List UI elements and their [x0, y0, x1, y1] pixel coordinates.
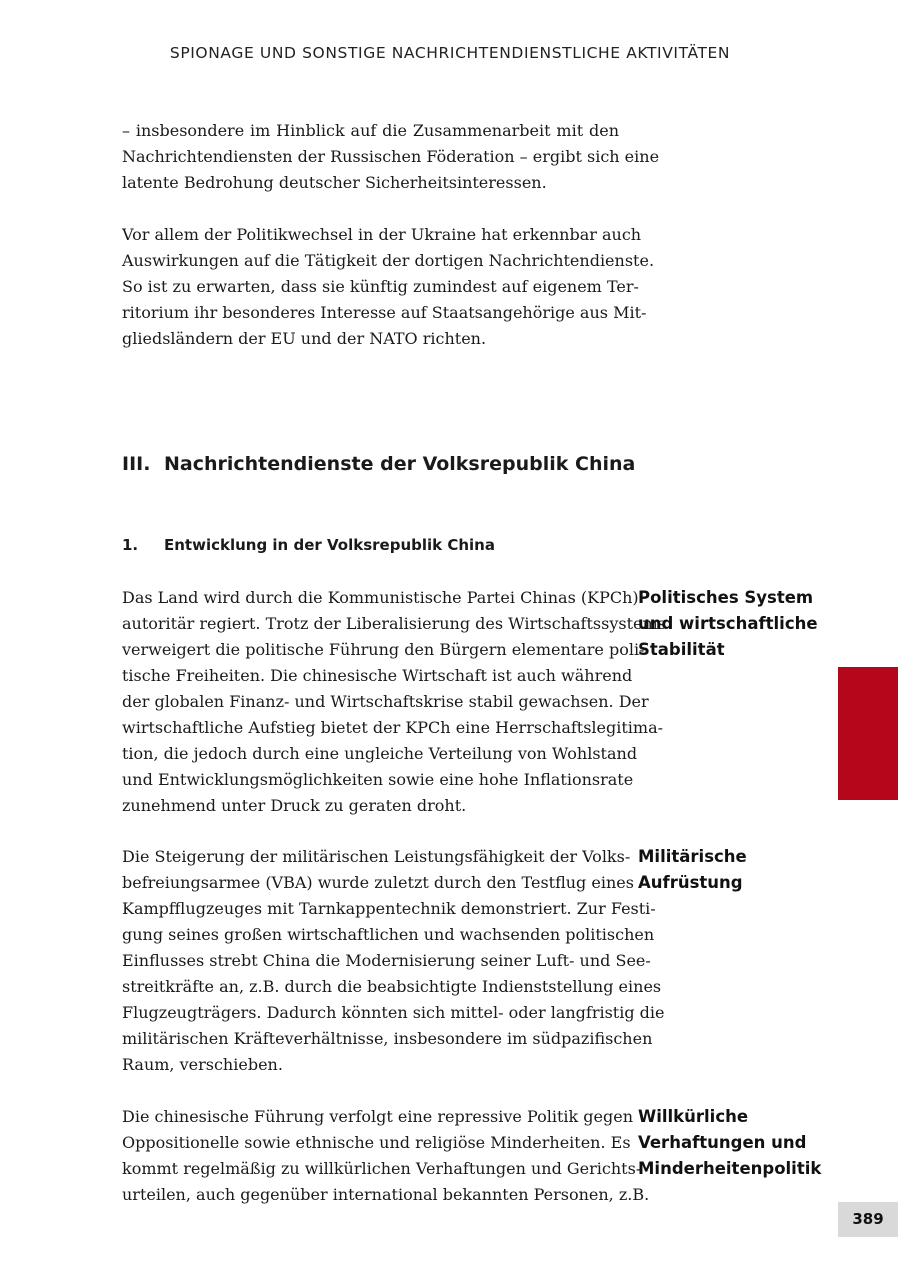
- text-line: gliedsländern der EU und der NATO richten.: [122, 329, 487, 348]
- text-line: latente Bedrohung deutscher Sicherheitsinteressen.: [122, 173, 547, 192]
- text-line: militärischen Kräfteverhältnisse, insbesondere im südpazifischen: [122, 1029, 653, 1048]
- text-line: Die Steigerung der militärischen Leistungsfähigkeit der Volks-: [122, 847, 631, 866]
- margin-note: [638, 844, 747, 896]
- text-line: Kampfflugzeuges mit Tarnkappentechnik demonstriert. Zur Festi-: [122, 899, 656, 918]
- text-line: zunehmend unter Druck zu geraten droht.: [122, 796, 467, 815]
- text-line: Nachrichtendiensten der Russischen Föderation – ergibt sich eine: [122, 147, 660, 166]
- margin-note-line: Militärische: [638, 847, 747, 866]
- paragraph: [122, 844, 665, 1078]
- margin-note-line: Willkürliche: [638, 1107, 749, 1126]
- text-line: tion, die jedoch durch eine ungleiche Verteilung von Wohlstand: [122, 744, 638, 763]
- section-heading: [122, 453, 635, 475]
- margin-note: [638, 1104, 821, 1182]
- text-line: der globalen Finanz- und Wirtschaftskrise stabil gewachsen. Der: [122, 692, 649, 711]
- text-line: Die chinesische Führung verfolgt eine repressive Politik gegen: [122, 1107, 633, 1126]
- margin-note-line: Verhaftungen und: [638, 1133, 807, 1152]
- text-line: So ist zu erwarten, dass sie künftig zumindest auf eigenem Ter-: [122, 277, 639, 296]
- text-line: gung seines großen wirtschaftlichen und wachsenden politischen: [122, 925, 655, 944]
- text-line: verweigert die politische Führung den Bürgern elementare poli-: [122, 640, 645, 659]
- margin-note-line: Minderheitenpolitik: [638, 1159, 822, 1178]
- text-line: wirtschaftliche Aufstieg bietet der KPCh eine Herrschaftslegitima-: [122, 718, 664, 737]
- text-line: autoritär regiert. Trotz der Liberalisierung des Wirtschaftssystems: [122, 614, 666, 633]
- margin-note: [638, 585, 818, 663]
- text-line: Oppositionelle sowie ethnische und religiöse Minderheiten. Es: [122, 1133, 631, 1152]
- text-line: befreiungsarmee (VBA) wurde zuletzt durch den Testflug eines: [122, 873, 634, 892]
- margin-note-line: und wirtschaftliche: [638, 614, 818, 633]
- subsection-number: 1.: [122, 536, 139, 554]
- running-header: SPIONAGE UND SONSTIGE NACHRICHTENDIENSTLICHE AKTIVITÄTEN: [169, 44, 731, 62]
- paragraph: [122, 585, 666, 819]
- margin-note-line: Stabilität: [638, 640, 725, 659]
- text-line: Flugzeugträgers. Dadurch könnten sich mittel- oder langfristig die: [122, 1003, 665, 1022]
- text-line: streitkräfte an, z.B. durch die beabsichtigte Indienststellung eines: [122, 977, 662, 996]
- text-line: kommt regelmäßig zu willkürlichen Verhaftungen und Gerichts-: [122, 1159, 642, 1178]
- paragraph: [122, 222, 655, 352]
- text-line: Vor allem der Politikwechsel in der Ukraine hat erkennbar auch: [122, 225, 642, 244]
- section-title: Nachrichtendienste der Volksrepublik China: [164, 453, 636, 475]
- text-line: Raum, verschieben.: [122, 1055, 283, 1074]
- margin-note-line: Politisches System: [638, 588, 814, 607]
- text-line: tische Freiheiten. Die chinesische Wirtschaft ist auch während: [122, 666, 633, 685]
- text-line: Auswirkungen auf die Tätigkeit der dortigen Nachrichtendienste.: [122, 251, 655, 270]
- subsection-title: Entwicklung in der Volksrepublik China: [164, 536, 495, 554]
- text-line: Das Land wird durch die Kommunistische Partei Chinas (KPCh): [122, 588, 639, 607]
- paragraph: [122, 1104, 650, 1208]
- text-line: und Entwicklungsmöglichkeiten sowie eine hohe Inflationsrate: [122, 770, 634, 789]
- page-number: 389: [838, 1202, 898, 1237]
- chapter-tab-marker: [838, 667, 898, 800]
- section-number: III.: [122, 453, 151, 475]
- text-line: urteilen, auch gegenüber international bekannten Personen, z.B.: [122, 1185, 650, 1204]
- margin-note-line: Aufrüstung: [638, 873, 743, 892]
- text-line: Einflusses strebt China die Modernisierung seiner Luft- und See-: [122, 951, 651, 970]
- text-line: ritorium ihr besonderes Interesse auf Staatsangehörige aus Mit-: [122, 303, 647, 322]
- paragraph: [122, 118, 660, 196]
- text-line: – insbesondere im Hinblick auf die Zusammenarbeit mit den: [122, 121, 619, 140]
- subsection-heading: [122, 536, 495, 554]
